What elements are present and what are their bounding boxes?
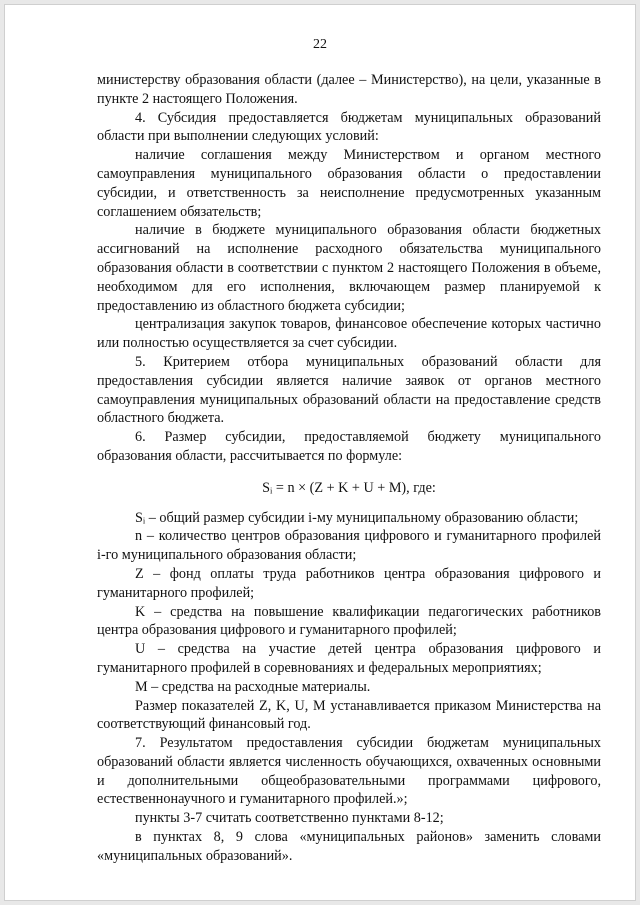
subsidy-formula: Sᵢ = n × (Z + K + U + M), где: — [262, 479, 436, 496]
document-page — [4, 4, 636, 901]
paragraph: наличие соглашения между Министерством и органом местного самоуправления муниципального образования области о предоставлении субсидии, и ответственность за неисполнение предусмотренных указанным соглашением обязательств; — [97, 147, 601, 220]
definition-paragraph: Sᵢ – общий размер субсидии i-му муниципальному образованию области; — [135, 509, 579, 526]
definition-paragraph: K – средства на повышение квалификации педагогических работников центра образования цифрового и гуманитарного профилей; — [97, 603, 601, 639]
paragraph: 7. Результатом предоставления субсидии бюджетам муниципальных образований области является численность обучающихся, охваченных основными и дополнительными общеобразовательными программами цифрового, естественнонаучного и гуманитарного профилей.»; — [97, 735, 601, 808]
paragraph: министерству образования области (далее – Министерство), на цели, указанные в пункте 2 настоящего Положения. — [97, 72, 601, 107]
paragraph: 5. Критерием отбора муниципальных образований области для предоставления субсидии является наличие заявок от органов местного самоуправления муниципальных образований области на предоставление средств областного бюджета. — [97, 353, 601, 427]
paragraph: 4. Субсидия предоставляется бюджетам муниципальных образований области при выполнении следующих условий: — [97, 109, 601, 145]
page-number: 22 — [313, 37, 327, 52]
definition-paragraph: n – количество центров образования цифрового и гуманитарного профилей i-го муниципального образования области; — [97, 528, 601, 564]
definition-paragraph: Z – фонд оплаты труда работников центра образования цифрового и гуманитарного профилей; — [97, 565, 601, 601]
definition-paragraph: M – средства на расходные материалы. — [135, 678, 371, 695]
paragraph: наличие в бюджете муниципального образования области бюджетных ассигнований на исполнение расходного обязательства муниципального образования области в соответствии с пунктом 2 настоящего Положения в объеме, необходимом для его исполнения, включающем размер планируемой к предоставлению из областного бюджета субсидии; — [97, 222, 601, 314]
document-body — [97, 71, 601, 866]
definition-paragraph: U – средства на участие детей центра образования цифрового и гуманитарного профилей в соревнованиях и федеральных мероприятиях; — [97, 641, 601, 676]
paragraph: Размер показателей Z, K, U, M устанавливается приказом Министерства на соответствующий финансовый год. — [97, 697, 601, 733]
paragraph: централизация закупок товаров, финансовое обеспечение которых частично или полностью осуществляется за счет субсидии. — [97, 316, 601, 352]
paragraph: в пунктах 8, 9 слова «муниципальных районов» заменить словами «муниципальных образований». — [97, 829, 601, 864]
paragraph: 6. Размер субсидии, предоставляемой бюджету муниципального образования области, рассчитывается по формуле: — [97, 429, 601, 464]
paragraph: пункты 3-7 считать соответственно пунктами 8-12; — [135, 810, 444, 827]
